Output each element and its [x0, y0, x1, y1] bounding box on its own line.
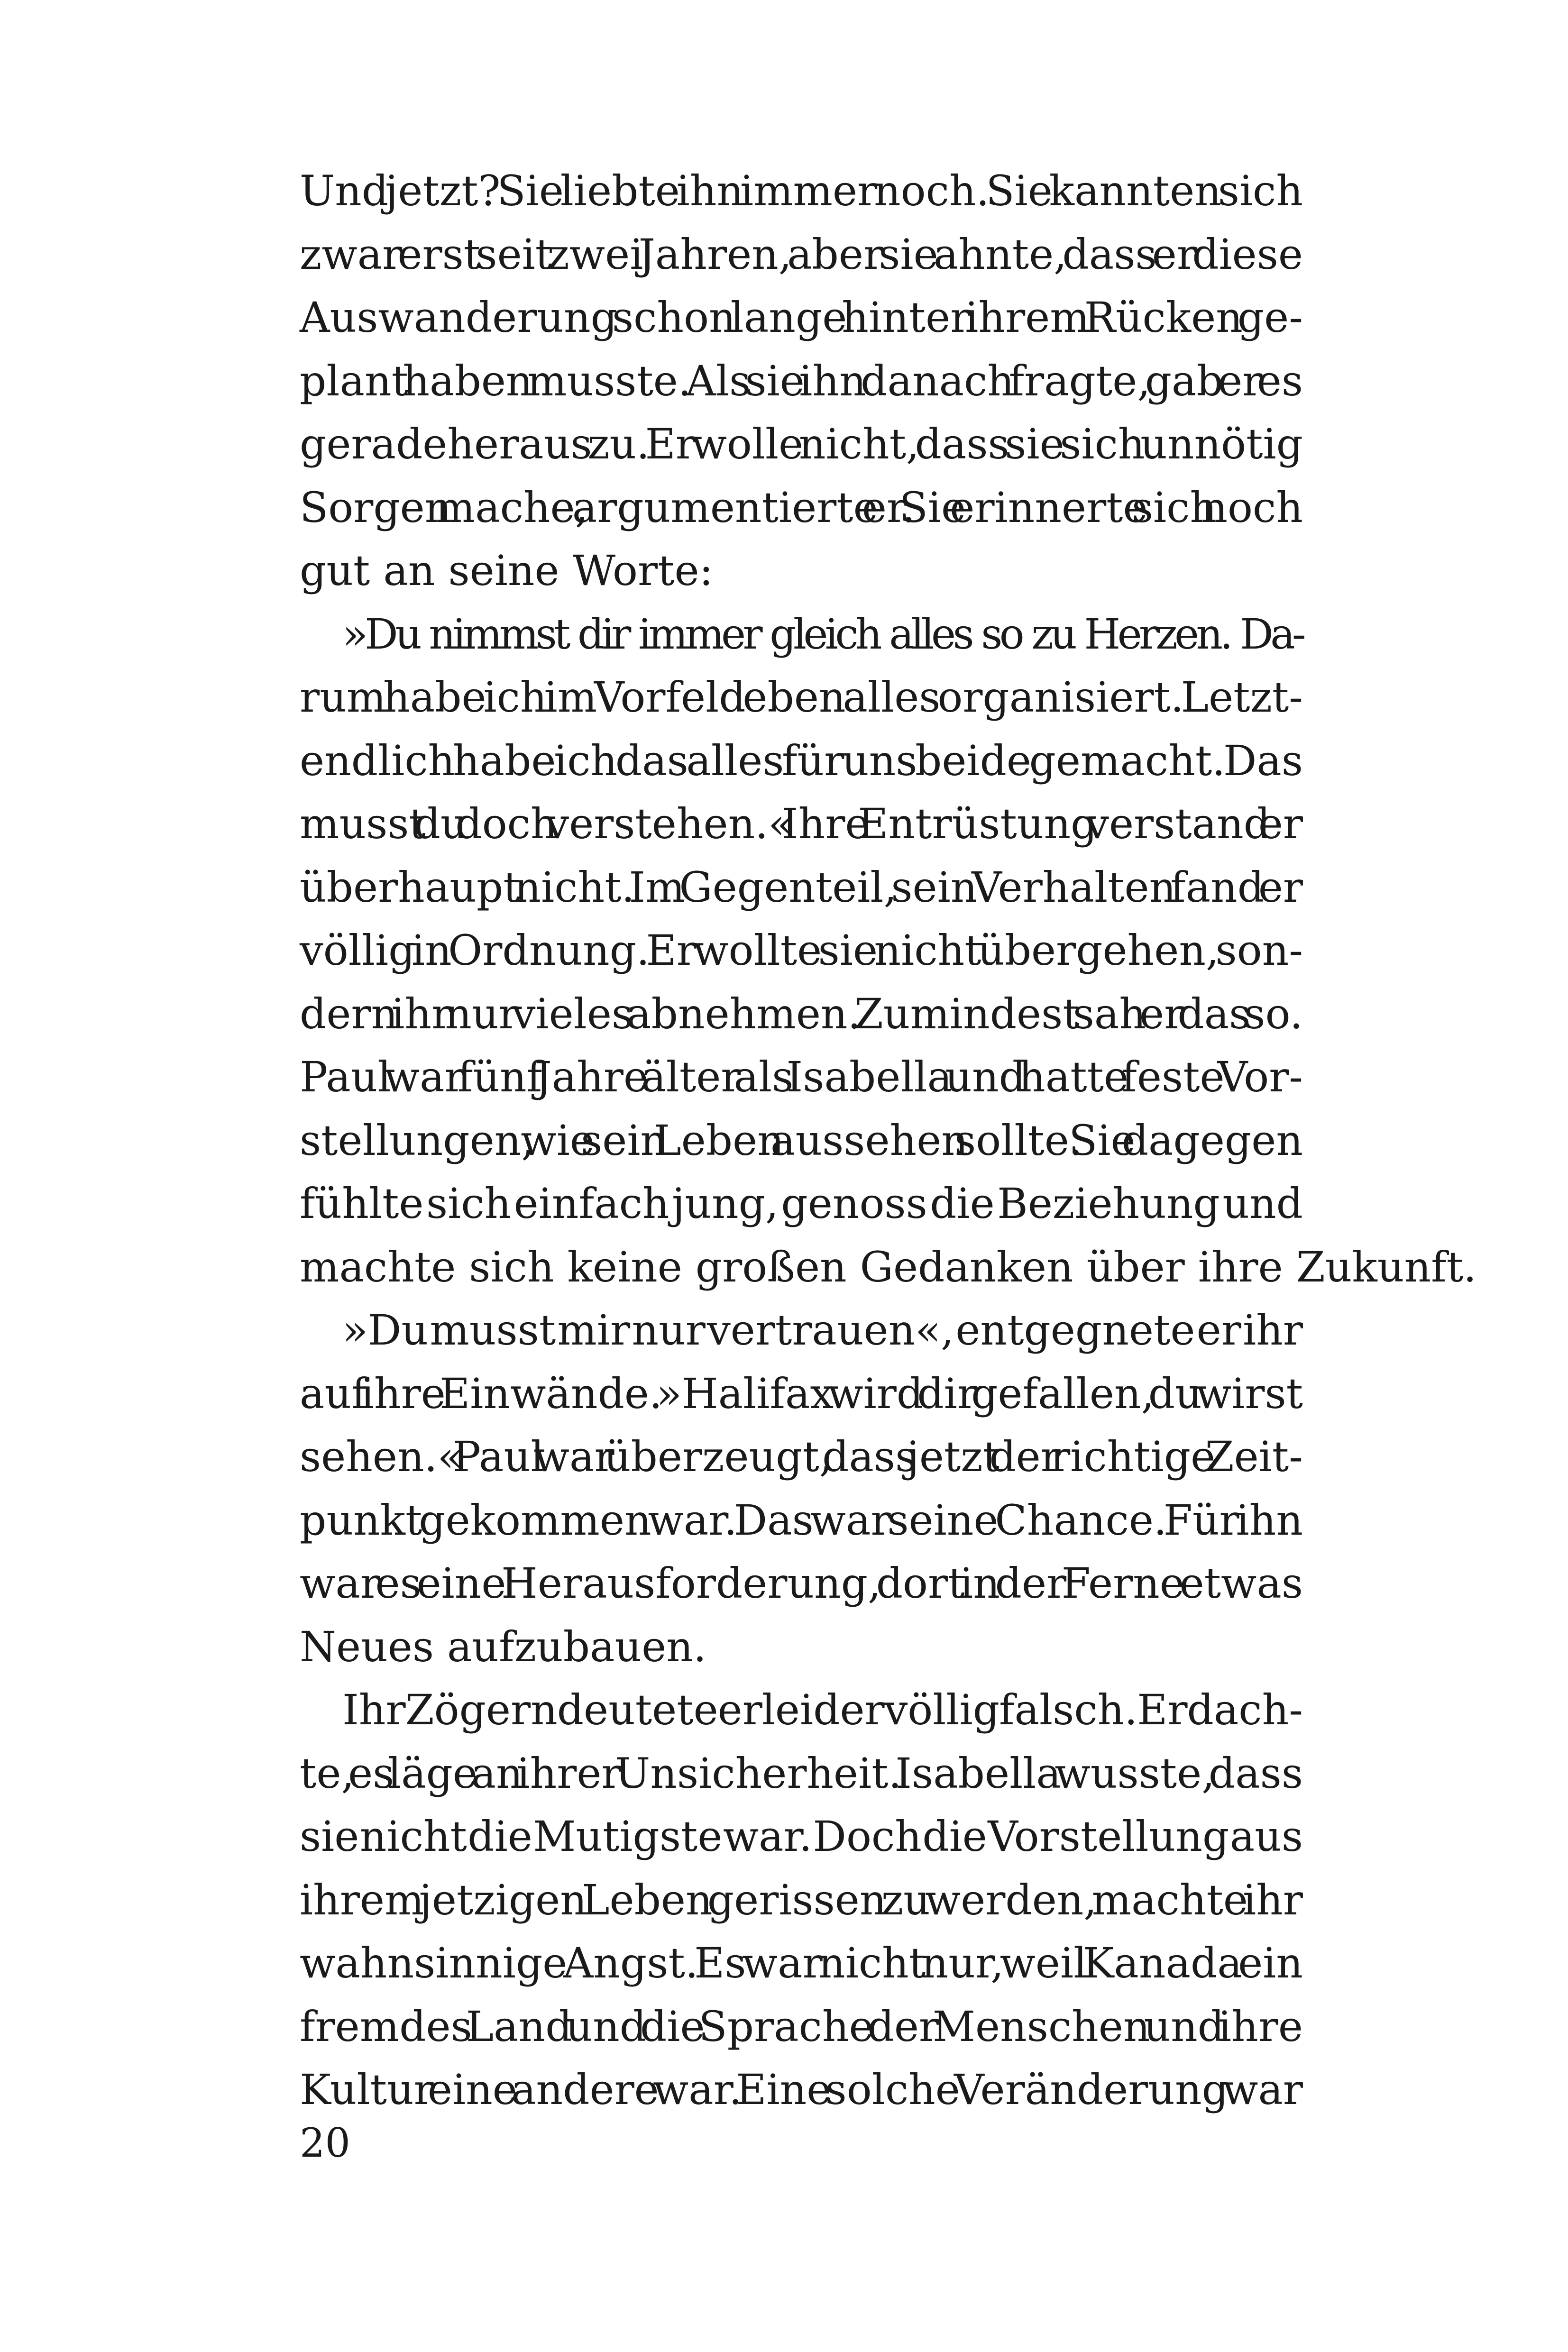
text-line: rum habe ich im Vorfeld eben alles organisiert. Letzt-	[300, 673, 1303, 722]
text-line: gut an seine Worte:	[300, 546, 714, 595]
text-line: dern ihr nur vieles abnehmen. Zumindest sah er das so.	[300, 989, 1303, 1038]
text-line: zwar erst seit zwei Jahren, aber sie ahnte, dass er diese	[300, 229, 1303, 279]
text-line: fremdes Land und die Sprache der Menschen und ihre	[300, 2002, 1303, 2051]
text-line: »Du musst mir nur vertrauen«, entgegnete er ihr	[342, 1306, 1303, 1354]
text-line: wahnsinnige Angst. Es war nicht nur, weil Kanada ein	[300, 1939, 1303, 1987]
text-line: endlich habe ich das alles für uns beide gemacht. Das	[300, 736, 1303, 785]
text-line: Auswanderung schon lange hinter ihrem Rücken ge-	[300, 293, 1303, 342]
text-line: ihrem jetzigen Leben gerissen zu werden, machte ihr	[300, 1875, 1303, 1924]
text-line: stellungen, wie sein Leben aussehen sollte. Sie dagegen	[300, 1116, 1303, 1165]
text-line: Sorgen mache, argumentierte er. Sie erinnerte sich noch	[300, 483, 1303, 532]
text-line: Ihr Zögern deutete er leider völlig falsch. Er dach-	[342, 1685, 1303, 1734]
page-number: 20	[300, 2120, 350, 2166]
text-line: fühlte sich einfach jung, genoss die Beziehung und	[300, 1179, 1303, 1228]
text-line: musst du doch verstehen.« Ihre Entrüstung verstand er	[300, 799, 1303, 848]
body-text	[300, 159, 1477, 2122]
text-line: überhaupt nicht. Im Gegenteil, sein Verhalten fand er	[300, 862, 1303, 912]
text-line: geradeheraus zu. Er wolle nicht, dass sie sich unnötig	[300, 420, 1303, 468]
text-line: »Du nimmst dir immer gleich alles so zu Herzen. Da-	[342, 609, 1303, 659]
text-line: machte sich keine großen Gedanken über ihre Zukunft.	[300, 1242, 1477, 1291]
text-line: Und jetzt? Sie liebte ihn immer noch. Sie kannten sich	[300, 166, 1303, 215]
text-line: Neues aufzubauen.	[300, 1622, 706, 1671]
text-line: sie nicht die Mutigste war. Doch die Vorstellung aus	[300, 1812, 1303, 1861]
text-line: plant haben musste. Als sie ihn danach fragte, gab er es	[300, 356, 1303, 405]
text-line: auf ihre Einwände. »Halifax wird dir gefallen, du wirst	[300, 1369, 1303, 1418]
text-line: völlig in Ordnung. Er wollte sie nicht übergehen, son-	[300, 926, 1303, 975]
text-line: te, es läge an ihrer Unsicherheit. Isabella wusste, dass	[300, 1748, 1303, 1798]
text-line: punkt gekommen war. Das war seine Chance. Für ihn	[300, 1495, 1303, 1545]
text-line: Kultur eine andere war. Eine solche Veränderung war	[300, 2065, 1303, 2114]
text-line: sehen.« Paul war überzeugt, dass jetzt der richtige Zeit-	[300, 1432, 1303, 1481]
text-line: Paul war fünf Jahre älter als Isabella und hatte feste Vor-	[300, 1052, 1303, 1101]
text-line: war es eine Herausforderung, dort in der Ferne etwas	[300, 1559, 1303, 1608]
